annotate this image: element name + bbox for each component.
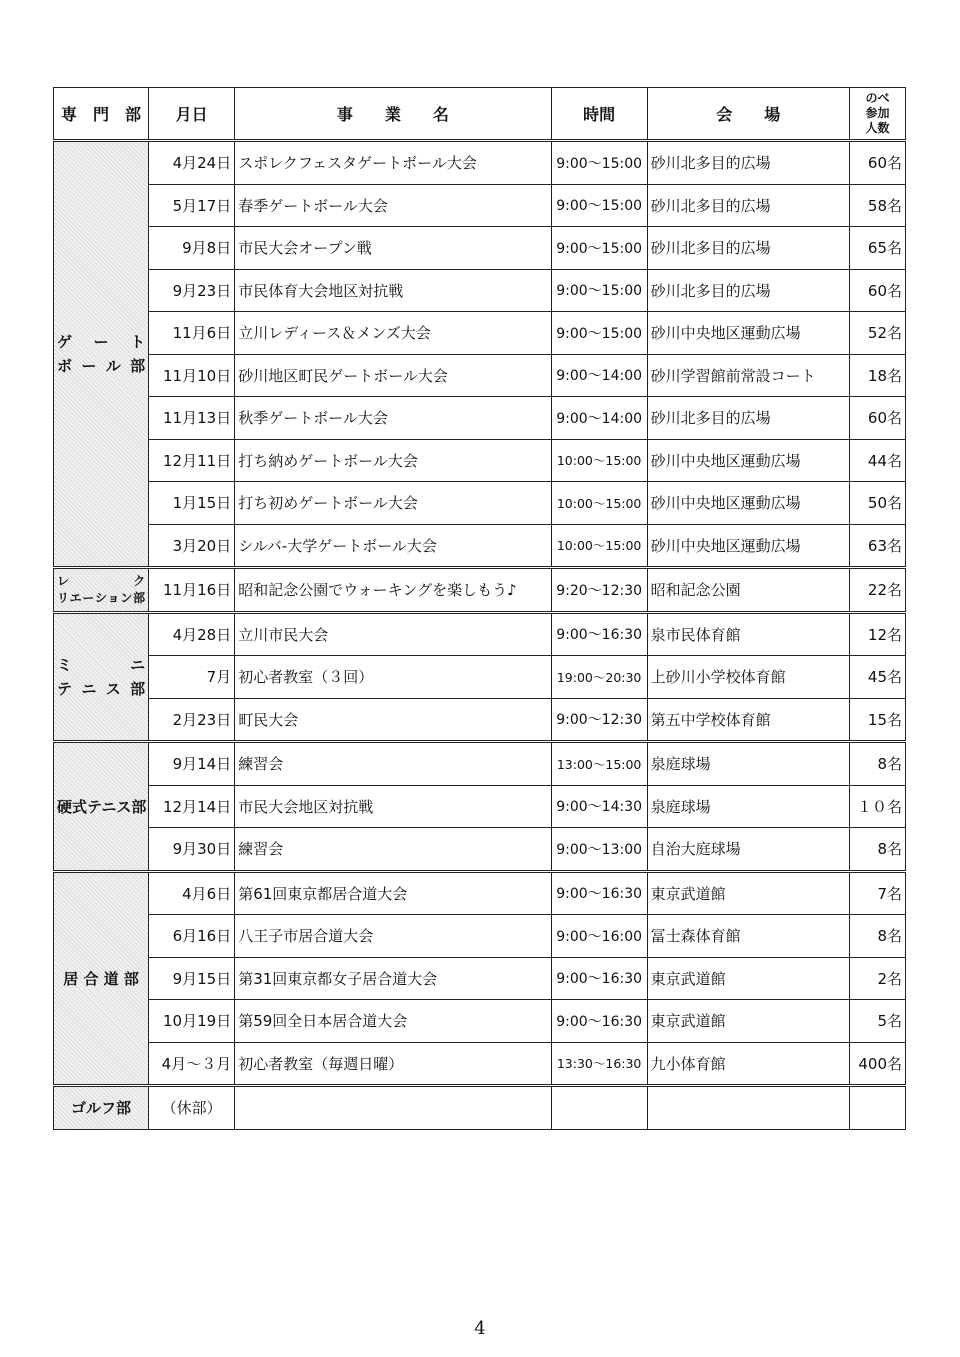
participant-count: 12名: [849, 612, 905, 656]
event-venue: 砂川中央地区運動広場: [647, 524, 849, 568]
event-name: [235, 1086, 551, 1130]
event-date: 1月15日: [149, 482, 235, 525]
event-date: 10月19日: [149, 1000, 235, 1043]
event-time: 13:30～16:30: [551, 1042, 647, 1086]
header-row: [54, 88, 906, 141]
event-date: 7月: [149, 656, 235, 699]
event-name: 昭和記念公園でウォーキングを楽しもう♪: [235, 568, 551, 613]
header-count-line: 人数: [865, 121, 890, 135]
event-venue: 砂川北多目的広場: [647, 269, 849, 312]
participant-count: 8名: [849, 915, 905, 958]
event-venue: 砂川中央地区運動広場: [647, 312, 849, 355]
event-time: [551, 1086, 647, 1130]
event-date: 4月～３月: [149, 1042, 235, 1086]
event-venue: 昭和記念公園: [647, 568, 849, 613]
event-date: 5月17日: [149, 184, 235, 227]
event-date: 9月23日: [149, 269, 235, 312]
event-date: 11月6日: [149, 312, 235, 355]
event-venue: 砂川北多目的広場: [647, 397, 849, 440]
table-row: [54, 568, 906, 613]
event-name: 市民体育大会地区対抗戦: [235, 269, 551, 312]
event-time: 9:00～15:00: [551, 184, 647, 227]
table-row: [54, 184, 906, 227]
event-time: 9:00～15:00: [551, 141, 647, 185]
event-venue: 冨士森体育館: [647, 915, 849, 958]
event-date: 11月13日: [149, 397, 235, 440]
event-date: 9月30日: [149, 828, 235, 872]
event-time: 9:20～12:30: [551, 568, 647, 613]
participant-count: 52名: [849, 312, 905, 355]
table-row: [54, 524, 906, 568]
participant-count: 63名: [849, 524, 905, 568]
event-date: 4月24日: [149, 141, 235, 185]
event-name: 春季ゲートボール大会: [235, 184, 551, 227]
event-time: 9:00～13:00: [551, 828, 647, 872]
event-time: 10:00～15:00: [551, 524, 647, 568]
event-time: 13:00～15:00: [551, 742, 647, 786]
event-date: 3月20日: [149, 524, 235, 568]
table-row: [54, 742, 906, 786]
department-name-line: 居 合 道 部: [63, 969, 139, 988]
participant-count: １０名: [849, 785, 905, 828]
event-venue: 泉庭球場: [647, 785, 849, 828]
header-dept: 専 門 部: [54, 88, 149, 141]
department-name-line: レ ク: [57, 573, 146, 588]
event-time: 9:00～16:00: [551, 915, 647, 958]
table-row: [54, 828, 906, 872]
event-time: 9:00～15:00: [551, 269, 647, 312]
event-name: 砂川地区町民ゲートボール大会: [235, 354, 551, 397]
event-venue: 上砂川小学校体育館: [647, 656, 849, 699]
event-date: 9月15日: [149, 957, 235, 1000]
event-venue: 砂川中央地区運動広場: [647, 439, 849, 482]
event-name: 練習会: [235, 742, 551, 786]
event-venue: 砂川北多目的広場: [647, 141, 849, 185]
event-date: （休部）: [149, 1086, 235, 1130]
event-name: 第61回東京都居合道大会: [235, 871, 551, 915]
department-name-line: テ ニ ス 部: [57, 679, 146, 698]
participant-count: 7名: [849, 871, 905, 915]
event-time: 9:00～15:00: [551, 312, 647, 355]
department-cell: [54, 871, 149, 1086]
event-time: 9:00～16:30: [551, 871, 647, 915]
department-cell: [54, 141, 149, 568]
header-count: [849, 88, 905, 141]
schedule-table: [53, 87, 906, 1130]
header-time: 時間: [551, 88, 647, 141]
table-row: [54, 1000, 906, 1043]
participant-count: 18名: [849, 354, 905, 397]
event-name: シルバ-大学ゲートボール大会: [235, 524, 551, 568]
event-venue: 泉庭球場: [647, 742, 849, 786]
table-row: [54, 612, 906, 656]
event-venue: [647, 1086, 849, 1130]
event-time: 9:00～16:30: [551, 1000, 647, 1043]
header-name: 事 業 名: [235, 88, 551, 141]
department-cell: [54, 1086, 149, 1130]
event-name: 八王子市居合道大会: [235, 915, 551, 958]
event-date: 11月16日: [149, 568, 235, 613]
event-venue: 砂川北多目的広場: [647, 184, 849, 227]
event-date: 12月14日: [149, 785, 235, 828]
table-row: [54, 269, 906, 312]
event-date: 2月23日: [149, 698, 235, 742]
header-count-line: のべ: [865, 91, 890, 105]
table-row: [54, 785, 906, 828]
participant-count: 2名: [849, 957, 905, 1000]
department-name-line: リエーション部: [57, 590, 146, 605]
table-row: [54, 312, 906, 355]
event-name: 初心者教室（毎週日曜）: [235, 1042, 551, 1086]
event-name: 町民大会: [235, 698, 551, 742]
participant-count: 45名: [849, 656, 905, 699]
department-name-line: ゴルフ部: [71, 1099, 132, 1118]
event-venue: 砂川中央地区運動広場: [647, 482, 849, 525]
event-name: 市民大会地区対抗戦: [235, 785, 551, 828]
event-date: 9月14日: [149, 742, 235, 786]
event-venue: 東京武道館: [647, 1000, 849, 1043]
event-time: 9:00～16:30: [551, 612, 647, 656]
event-name: 練習会: [235, 828, 551, 872]
event-time: 19:00～20:30: [551, 656, 647, 699]
participant-count: 50名: [849, 482, 905, 525]
table-row: [54, 439, 906, 482]
event-date: 6月16日: [149, 915, 235, 958]
event-name: 打ち納めゲートボール大会: [235, 439, 551, 482]
event-venue: 九小体育館: [647, 1042, 849, 1086]
event-time: 9:00～14:00: [551, 354, 647, 397]
department-cell: [54, 742, 149, 872]
participant-count: 65名: [849, 227, 905, 270]
event-venue: 第五中学校体育館: [647, 698, 849, 742]
header-date: 月日: [149, 88, 235, 141]
event-name: 第59回全日本居合道大会: [235, 1000, 551, 1043]
participant-count: 60名: [849, 397, 905, 440]
table-row: [54, 482, 906, 525]
department-name-line: 硬式テニス部: [57, 797, 147, 816]
event-name: 立川市民大会: [235, 612, 551, 656]
participant-count: 22名: [849, 568, 905, 613]
event-venue: 砂川北多目的広場: [647, 227, 849, 270]
department-cell: [54, 612, 149, 742]
event-venue: 東京武道館: [647, 957, 849, 1000]
event-venue: 砂川学習館前常設コート: [647, 354, 849, 397]
participant-count: 60名: [849, 269, 905, 312]
event-name: 第31回東京都女子居合道大会: [235, 957, 551, 1000]
event-time: 9:00～14:00: [551, 397, 647, 440]
department-cell: [54, 568, 149, 613]
department-name-line: ミ ニ: [57, 655, 146, 674]
department-name-line: ゲ ー ト: [57, 333, 146, 351]
event-date: 4月6日: [149, 871, 235, 915]
participant-count: 8名: [849, 742, 905, 786]
participant-count: [849, 1086, 905, 1130]
participant-count: 58名: [849, 184, 905, 227]
table-row: [54, 915, 906, 958]
page-number: 4: [474, 1318, 486, 1339]
table-row: [54, 141, 906, 185]
table-row: [54, 354, 906, 397]
event-date: 12月11日: [149, 439, 235, 482]
event-time: 10:00～15:00: [551, 482, 647, 525]
schedule-body: [54, 141, 906, 1130]
event-date: 11月10日: [149, 354, 235, 397]
table-row: [54, 1086, 906, 1130]
department-name-line: ボ ー ル 部: [57, 357, 146, 375]
participant-count: 15名: [849, 698, 905, 742]
event-name: 秋季ゲートボール大会: [235, 397, 551, 440]
event-date: 4月28日: [149, 612, 235, 656]
table-row: [54, 397, 906, 440]
table-row: [54, 871, 906, 915]
event-name: 立川レディース＆メンズ大会: [235, 312, 551, 355]
table-row: [54, 957, 906, 1000]
table-row: [54, 227, 906, 270]
table-row: [54, 1042, 906, 1086]
event-name: 市民大会オープン戦: [235, 227, 551, 270]
event-time: 9:00～12:30: [551, 698, 647, 742]
event-venue: 自治大庭球場: [647, 828, 849, 872]
event-date: 9月8日: [149, 227, 235, 270]
event-name: スポレクフェスタゲートボール大会: [235, 141, 551, 185]
event-venue: 泉市民体育館: [647, 612, 849, 656]
table-row: [54, 698, 906, 742]
event-name: 初心者教室（３回）: [235, 656, 551, 699]
header-venue: 会 場: [647, 88, 849, 141]
participant-count: 8名: [849, 828, 905, 872]
event-time: 9:00～16:30: [551, 957, 647, 1000]
event-time: 9:00～15:00: [551, 227, 647, 270]
participant-count: 44名: [849, 439, 905, 482]
table-row: [54, 656, 906, 699]
participant-count: 400名: [849, 1042, 905, 1086]
event-venue: 東京武道館: [647, 871, 849, 915]
event-time: 9:00～14:30: [551, 785, 647, 828]
event-name: 打ち初めゲートボール大会: [235, 482, 551, 525]
header-count-line: 参加: [865, 106, 890, 120]
participant-count: 60名: [849, 141, 905, 185]
participant-count: 5名: [849, 1000, 905, 1043]
event-time: 10:00～15:00: [551, 439, 647, 482]
